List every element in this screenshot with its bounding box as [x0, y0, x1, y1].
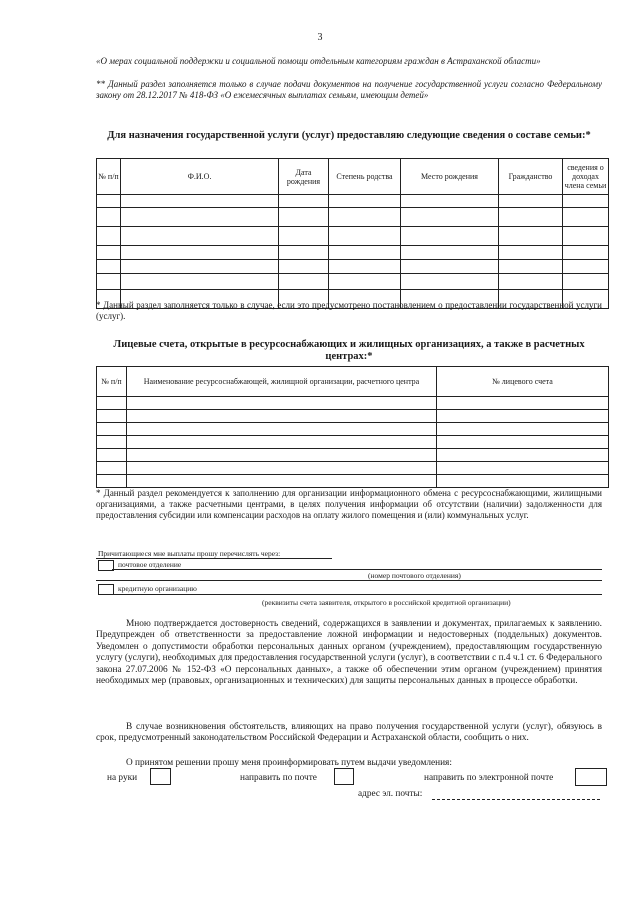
table-cell[interactable] — [121, 195, 279, 208]
table-cell[interactable] — [97, 274, 121, 290]
payment-intro-rule — [96, 558, 332, 559]
table-row — [97, 449, 609, 462]
table-row — [97, 274, 609, 290]
family-heading: Для назначения государственной услуги (услуг) предоставляю следующие сведения о составе семьи:* — [107, 130, 591, 141]
table-cell[interactable] — [329, 227, 401, 246]
payment-bank-field[interactable] — [112, 594, 602, 595]
table-row — [97, 208, 609, 227]
accounts-col-number: № п/п — [97, 367, 127, 397]
table-cell[interactable] — [97, 423, 127, 436]
table-cell[interactable] — [127, 410, 437, 423]
table-cell[interactable] — [127, 436, 437, 449]
family-header-row — [97, 159, 609, 195]
payment-post-field[interactable] — [112, 569, 602, 570]
table-cell[interactable] — [279, 195, 329, 208]
notify-email-checkbox[interactable] — [575, 768, 607, 786]
page-number: 3 — [317, 32, 323, 43]
payment-divider — [96, 580, 602, 581]
table-cell[interactable] — [127, 462, 437, 475]
table-cell[interactable] — [401, 274, 499, 290]
table-cell[interactable] — [563, 260, 609, 274]
table-cell[interactable] — [401, 246, 499, 260]
table-cell[interactable] — [279, 274, 329, 290]
family-col-relation: Степень родства — [329, 159, 401, 195]
table-row — [97, 475, 609, 488]
table-cell[interactable] — [279, 246, 329, 260]
notify-hand-label: на руки — [107, 773, 138, 783]
statement-confirmation: Мною подтверждается достоверность сведений, содержащихся в заявлении и документах, прилагаемых к заявлению. Предупрежден об ответственности за предоставление ложной информации и недостоверных (поддельных) документов. Уведомлен о допустимости обработки персональных данных органом (учреждением), предоставляющим государственную услугу (услуги), необходимых для предоставления государственной услуги (услуг), в соответствии с п.4 ч.1 ст. 6 Федерального закона 27.07.2006 № 152-ФЗ «О персональных данных», а также об обеспечении этим органом (учреждением) принятия необходимых мер (правовых, организационных и технических) для защиты персональных данных в процессе обработки. — [96, 619, 602, 687]
table-row — [97, 462, 609, 475]
table-row — [97, 397, 609, 410]
intro-note-418fz: ** Данный раздел заполняется только в случае подачи документов на получение государственной услуги согласно Федеральному закону от 28.12.2017 № 418-ФЗ «О ежемесячных выплатах семьям, имеющим детей» — [96, 79, 602, 100]
family-table — [96, 158, 609, 309]
table-row — [97, 436, 609, 449]
table-cell[interactable] — [97, 397, 127, 410]
accounts-col-account: № лицевого счета — [437, 367, 609, 397]
table-cell[interactable] — [329, 246, 401, 260]
table-cell[interactable] — [279, 227, 329, 246]
table-cell[interactable] — [437, 475, 609, 488]
intro-law-title: «О мерах социальной поддержки и социальной помощи отдельным категориям граждан в Астраханской области» — [96, 56, 541, 66]
table-cell[interactable] — [127, 423, 437, 436]
family-col-birthdate: Дата рождения — [279, 159, 329, 195]
table-cell[interactable] — [329, 274, 401, 290]
table-cell[interactable] — [401, 227, 499, 246]
table-cell[interactable] — [121, 227, 279, 246]
family-col-birthplace: Место рождения — [401, 159, 499, 195]
table-cell[interactable] — [121, 274, 279, 290]
table-cell[interactable] — [97, 260, 121, 274]
table-row — [97, 423, 609, 436]
table-cell[interactable] — [279, 260, 329, 274]
table-cell[interactable] — [97, 195, 121, 208]
notify-mail-label: направить по почте — [240, 773, 317, 783]
table-cell[interactable] — [437, 410, 609, 423]
table-cell[interactable] — [127, 475, 437, 488]
accounts-table — [96, 366, 609, 488]
table-row — [97, 195, 609, 208]
notify-email-address-field[interactable] — [432, 799, 600, 800]
table-cell[interactable] — [329, 195, 401, 208]
table-cell[interactable] — [329, 260, 401, 274]
table-cell[interactable] — [563, 246, 609, 260]
table-cell[interactable] — [121, 208, 279, 227]
payment-intro: Причитающиеся мне выплаты прошу перечислять через: — [98, 549, 281, 558]
family-col-citizenship: Гражданство — [499, 159, 563, 195]
table-cell[interactable] — [121, 260, 279, 274]
accounts-footnote: * Данный раздел рекомендуется к заполнению для организации информационного обмена с ресурсоснабжающими, жилищными организациями, а также расчетными центрами, в целях получения информации об отсутствии (наличии) задолженности для предоставления субсидии или компенсации расходов на оплату жилого помещения и (или) коммунальных услуг. — [96, 488, 602, 520]
table-cell[interactable] — [127, 449, 437, 462]
table-cell[interactable] — [499, 195, 563, 208]
statement-obligation: В случае возникновения обстоятельств, влияющих на право получения государственной услуги (услуг), обязуюсь в срок, предусмотренный законодательством Российской Федерации и Астраханской области, сообщить о них. — [96, 722, 602, 744]
table-cell[interactable] — [437, 423, 609, 436]
table-cell[interactable] — [401, 208, 499, 227]
accounts-header-row — [97, 367, 609, 397]
table-cell[interactable] — [437, 462, 609, 475]
table-cell[interactable] — [97, 436, 127, 449]
table-cell[interactable] — [499, 274, 563, 290]
table-cell[interactable] — [97, 410, 127, 423]
table-cell[interactable] — [499, 260, 563, 274]
payment-bank-label: кредитную организацию — [118, 584, 197, 593]
table-cell[interactable] — [437, 449, 609, 462]
table-row — [97, 246, 609, 260]
table-cell[interactable] — [563, 208, 609, 227]
table-cell[interactable] — [563, 274, 609, 290]
notify-mail-checkbox[interactable] — [334, 768, 354, 785]
table-cell[interactable] — [97, 475, 127, 488]
table-cell[interactable] — [499, 208, 563, 227]
family-footnote: * Данный раздел заполняется только в случае, если это предусмотрено постановлением о предоставлении государственной услуги (услуг). — [96, 300, 602, 321]
table-cell[interactable] — [97, 462, 127, 475]
table-cell[interactable] — [499, 227, 563, 246]
table-cell[interactable] — [97, 227, 121, 246]
table-cell[interactable] — [97, 246, 121, 260]
accounts-col-organization: Наименование ресурсоснабжающей, жилищной организации, расчетного центра — [127, 367, 437, 397]
payment-post-label: почтовое отделение — [118, 560, 182, 569]
table-cell[interactable] — [401, 195, 499, 208]
table-cell[interactable] — [499, 246, 563, 260]
notify-email-address-label: адрес эл. почты: — [358, 789, 423, 799]
family-col-name: Ф.И.О. — [121, 159, 279, 195]
table-cell[interactable] — [563, 195, 609, 208]
table-row — [97, 260, 609, 274]
table-cell[interactable] — [97, 449, 127, 462]
table-cell[interactable] — [329, 208, 401, 227]
notify-intro: О принятом решении прошу меня проинформировать путем выдачи уведомления: — [126, 758, 452, 768]
notify-hand-checkbox[interactable] — [150, 768, 171, 785]
table-cell[interactable] — [563, 227, 609, 246]
table-cell[interactable] — [127, 397, 437, 410]
family-col-number: № п/п — [97, 159, 121, 195]
table-row — [97, 227, 609, 246]
table-cell[interactable] — [401, 260, 499, 274]
table-cell[interactable] — [121, 246, 279, 260]
table-cell[interactable] — [437, 436, 609, 449]
table-cell[interactable] — [97, 208, 121, 227]
payment-bank-caption: (реквизиты счета заявителя, открытого в российской кредитной организации) — [262, 598, 511, 607]
table-cell[interactable] — [437, 397, 609, 410]
payment-post-caption: (номер почтового отделения) — [368, 571, 461, 580]
table-cell[interactable] — [279, 208, 329, 227]
accounts-heading: Лицевые счета, открытые в ресурсоснабжающих и жилищных организациях, а также в расчетных центрах:* — [113, 339, 585, 362]
notify-email-label: направить по электронной почте — [424, 773, 554, 783]
table-row — [97, 410, 609, 423]
family-col-income: сведения о доходах члена семьи — [563, 159, 609, 195]
